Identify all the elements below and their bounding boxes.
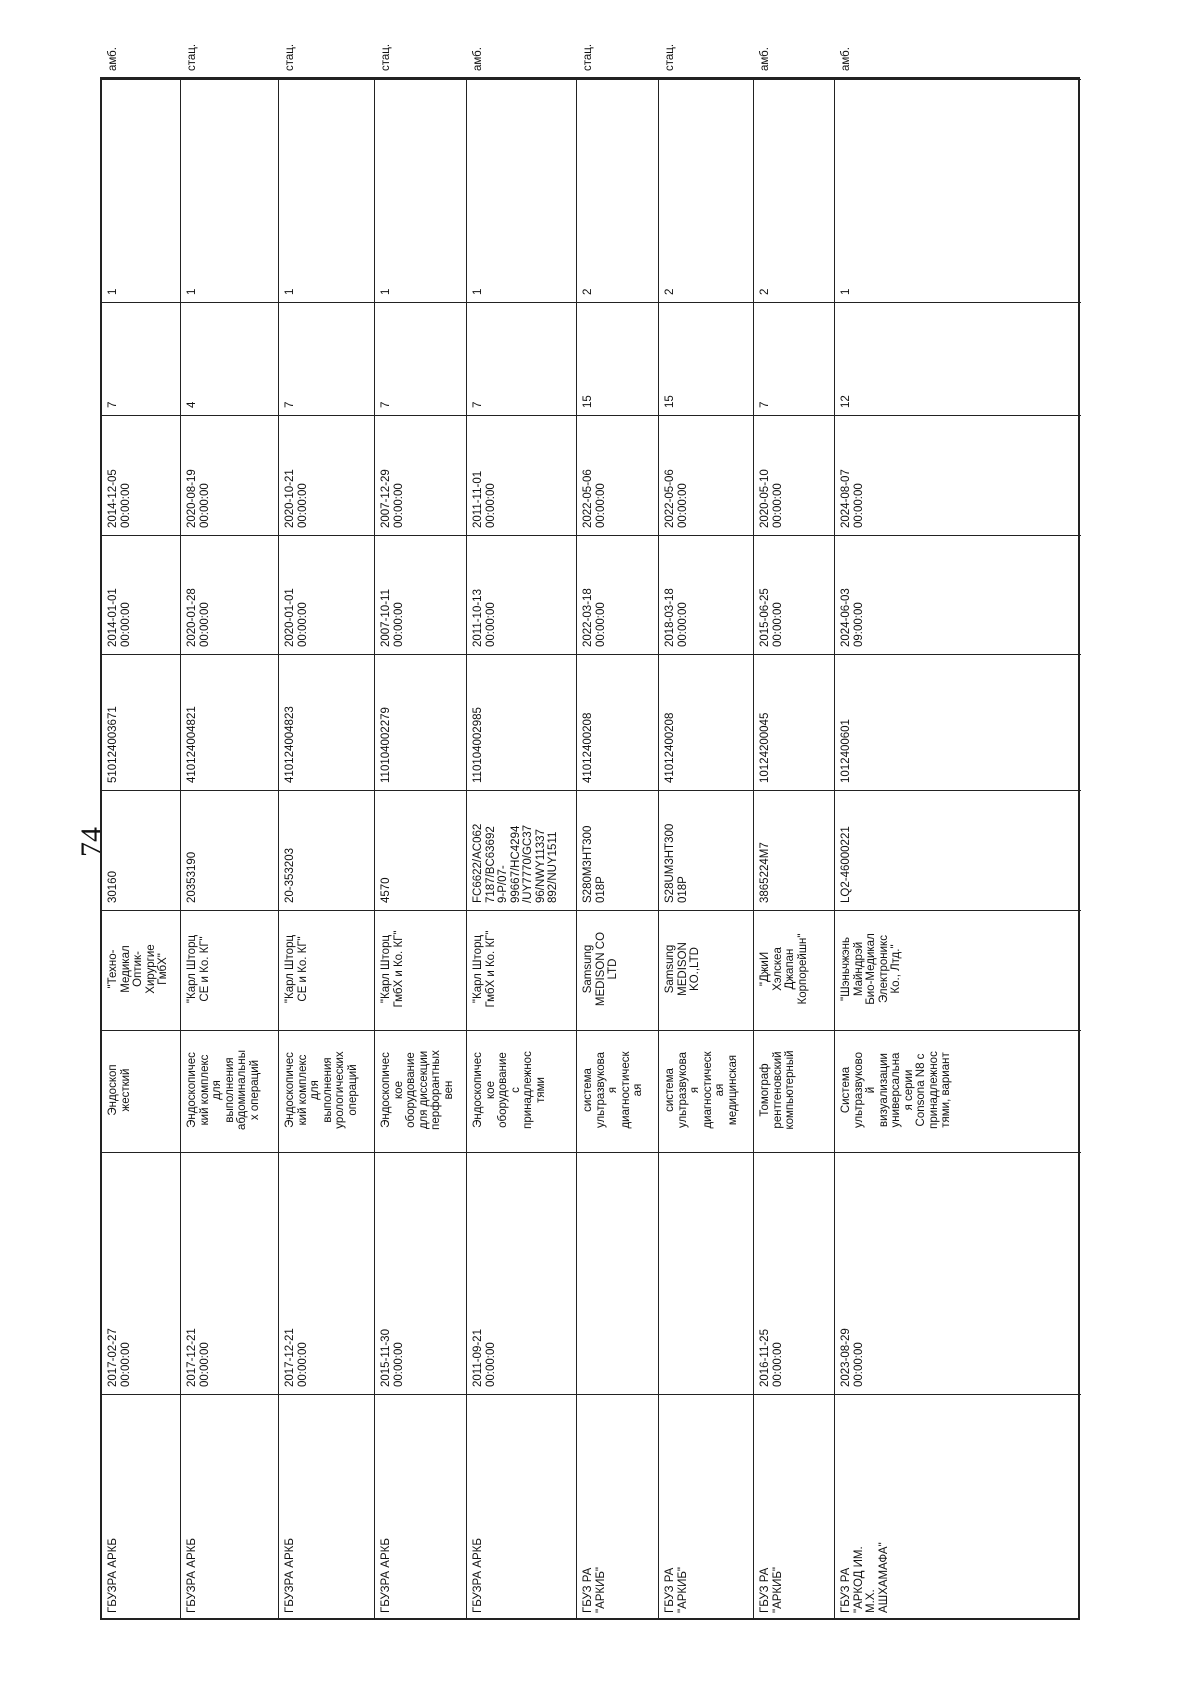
cell-text: 2024-08-07 00:00:00: [840, 469, 865, 528]
table-row: [180, 43, 279, 1618]
cell-text: 12: [840, 395, 852, 408]
cell-quantity: [835, 79, 1081, 303]
cell-text: 1: [284, 288, 296, 295]
cell-quantity: [659, 79, 754, 303]
cell-text: система ультразвукова я диагностическ ая: [582, 1051, 644, 1129]
cell-text: 7: [759, 401, 771, 408]
cell-equipment-name: [181, 1030, 279, 1153]
cell-downtime-end: [279, 415, 375, 536]
cell-text: "Шэньчжэнь Майндрэй Био-Медикал Электроникс Ко., Лтд.": [840, 933, 902, 1005]
cell-equipment-name: [754, 1030, 835, 1153]
cell-manufacturer: [754, 910, 835, 1031]
table-row: [374, 43, 467, 1618]
cell-downtime-end: [577, 415, 659, 536]
cell-equipment-name: [577, 1030, 659, 1153]
cell-organization: [835, 1394, 1081, 1621]
cell-text: "Карл Шторц СЕ и Ко. КГ": [284, 934, 309, 1004]
cell-inventory-number: [659, 654, 754, 791]
cell-purchase-date: [659, 1152, 754, 1395]
cell-downtime-days: [375, 302, 467, 416]
cell-purchase-date: [835, 1152, 1081, 1395]
cell-inventory-number: [577, 654, 659, 791]
cell-text: 2020-01-01 00:00:00: [284, 588, 309, 647]
cell-serial-number: [659, 790, 754, 911]
cell-text: система ультразвукова я диагностическ ая медицинская: [664, 1051, 739, 1129]
cell-text: Эндоскопичес кий комплекс для выполнения абдоминальны х операций: [186, 1050, 261, 1130]
cell-serial-number: [754, 790, 835, 911]
cell-text: ГБУЗРА АРКБ: [186, 1538, 198, 1613]
cell-text: Эндоскопичес кое оборудование для диссекции перфорантных вен: [380, 1050, 455, 1130]
cell-text: 2018-03-18 00:00:00: [664, 588, 689, 647]
cell-text: Эндоскопичес кое оборудование с принадлежнос тями: [472, 1051, 547, 1129]
cell-downtime-days: [659, 302, 754, 416]
cell-text: 2022-03-18 00:00:00: [582, 588, 607, 647]
cell-text: амб.: [759, 47, 771, 71]
cell-downtime-days: [181, 302, 279, 416]
cell-text: 20353190: [186, 851, 198, 903]
cell-purchase-date: [754, 1152, 835, 1395]
cell-text: 110104002279: [380, 707, 392, 783]
cell-inventory-number: [375, 654, 467, 791]
cell-text: Samsung MEDISON KO.,LTD: [664, 942, 701, 996]
cell-text: "Карл Шторц ГмбХ и Ко. КГ": [472, 930, 497, 1008]
cell-downtime-days: [279, 302, 375, 416]
cell-text: 2014-01-01 00:00:00: [107, 588, 132, 647]
cell-text: Эндоскоп жесткий: [107, 1064, 132, 1116]
cell-text: S280M3HT300 018P: [582, 825, 607, 903]
cell-text: ГБУЗРА АРКБ: [284, 1538, 296, 1613]
cell-organization: [754, 1394, 835, 1621]
cell-text: 7: [107, 401, 119, 408]
cell-text: 1: [380, 288, 392, 295]
cell-text: 2007-12-29 00:00:00: [380, 469, 405, 528]
cell-downtime-start: [181, 535, 279, 655]
cell-organization: [577, 1394, 659, 1621]
cell-equipment-name: [279, 1030, 375, 1153]
table-row: [278, 43, 375, 1618]
cell-text: 2022-05-06 00:00:00: [664, 469, 689, 528]
cell-purchase-date: [577, 1152, 659, 1395]
cell-serial-number: [279, 790, 375, 911]
cell-text: "ДжиИ Хэлскеа Джапан Корпорейшн": [759, 933, 809, 1005]
cell-text: 7: [284, 401, 296, 408]
cell-text: 110104002985: [472, 707, 484, 783]
cell-downtime-end: [467, 415, 577, 536]
cell-organization: [375, 1394, 467, 1621]
cell-quantity: [375, 79, 467, 303]
cell-text: стац.: [582, 43, 594, 71]
cell-text: 41012400208: [664, 712, 676, 783]
cell-text: 15: [664, 395, 676, 408]
equipment-table: [100, 43, 1080, 1620]
cell-text: 2014-12-05 00:00:00: [107, 469, 132, 528]
cell-downtime-start: [835, 535, 1081, 655]
cell-inventory-number: [835, 654, 1081, 791]
cell-text: амб.: [107, 47, 119, 71]
cell-inventory-number: [279, 654, 375, 791]
cell-text: 410124004823: [284, 706, 296, 783]
cell-text: ГБУЗ РА "АРКОД ИМ. М.Х. АШХАМАФА": [840, 1542, 890, 1613]
cell-serial-number: [467, 790, 577, 911]
cell-quantity: [467, 79, 577, 303]
cell-text: Томограф рентгеновский компьютерный: [759, 1050, 796, 1130]
cell-text: FC6622/AC062 7187/BC63692 9-P/07- 99667/HC4294 /UY7770/GC37 96/NWY11337 892/NUY1511: [472, 823, 559, 903]
cell-text: "Техно- Медикал Оптик- Хирургие ГмбХ": [107, 944, 169, 994]
cell-quantity: [279, 79, 375, 303]
cell-text: [659, 1153, 754, 1395]
cell-manufacturer: [102, 910, 180, 1031]
cell-text: 410124004821: [186, 706, 198, 783]
cell-manufacturer: [467, 910, 577, 1031]
cell-downtime-start: [467, 535, 577, 655]
cell-organization: [102, 1394, 180, 1621]
cell-text: 20-353203: [284, 848, 296, 903]
cell-downtime-start: [279, 535, 375, 655]
cell-quantity: [181, 79, 279, 303]
cell-text: стац.: [664, 43, 676, 71]
cell-text: 10124200045: [759, 712, 771, 783]
cell-text: 2007-10-11 00:00:00: [380, 589, 405, 647]
cell-organization: [467, 1394, 577, 1621]
cell-text: 4570: [380, 877, 392, 903]
cell-text: 41012400208: [582, 712, 594, 783]
cell-text: 1: [107, 288, 119, 295]
cell-manufacturer: [279, 910, 375, 1031]
cell-serial-number: [181, 790, 279, 911]
cell-quantity: [577, 79, 659, 303]
cell-manufacturer: [577, 910, 659, 1031]
cell-text: 2: [664, 288, 676, 295]
cell-text: 30160: [107, 871, 119, 903]
cell-text: 2020-05-10 00:00:00: [759, 469, 784, 528]
cell-serial-number: [375, 790, 467, 911]
cell-equipment-name: [835, 1030, 1081, 1153]
cell-text: стац.: [186, 43, 198, 71]
cell-text: 2024-06-03 09:00:00: [840, 588, 865, 647]
cell-text: 2011-09-21 00:00:00: [472, 1329, 497, 1387]
cell-text: [577, 1153, 659, 1395]
cell-text: 4: [186, 401, 198, 408]
table-row: [576, 43, 659, 1618]
cell-serial-number: [835, 790, 1081, 911]
cell-text: 2017-12-21 00:00:00: [186, 1328, 211, 1387]
cell-quantity: [102, 79, 180, 303]
cell-downtime-days: [577, 302, 659, 416]
cell-text: 2017-02-27 00:00:00: [107, 1328, 132, 1387]
cell-text: 1: [186, 288, 198, 295]
cell-inventory-number: [102, 654, 180, 791]
cell-text: 3865224M7: [759, 842, 771, 903]
cell-downtime-end: [375, 415, 467, 536]
cell-purchase-date: [467, 1152, 577, 1395]
cell-manufacturer: [659, 910, 754, 1031]
cell-text: 1012400601: [840, 719, 852, 783]
cell-serial-number: [102, 790, 180, 911]
cell-text: ГБУЗ РА "АРКИБ": [759, 1566, 784, 1613]
cell-text: 2017-12-21 00:00:00: [284, 1328, 309, 1387]
cell-text: 2023-08-29 00:00:00: [840, 1328, 865, 1387]
cell-downtime-days: [467, 302, 577, 416]
cell-inventory-number: [181, 654, 279, 791]
cell-text: ГБУЗРА АРКБ: [472, 1538, 484, 1613]
cell-organization: [659, 1394, 754, 1621]
cell-text: амб.: [472, 47, 484, 71]
cell-downtime-end: [754, 415, 835, 536]
cell-downtime-start: [375, 535, 467, 655]
cell-text: стац.: [380, 43, 392, 71]
cell-equipment-name: [659, 1030, 754, 1153]
table-row: [834, 47, 1081, 1618]
cell-downtime-end: [835, 415, 1081, 536]
cell-text: ГБУЗРА АРКБ: [380, 1538, 392, 1613]
cell-text: Samsung MEDISON CO LTD: [582, 931, 619, 1007]
cell-inventory-number: [467, 654, 577, 791]
cell-purchase-date: [279, 1152, 375, 1395]
cell-manufacturer: [835, 910, 1081, 1031]
cell-manufacturer: [375, 910, 467, 1031]
cell-text: 2016-11-25 00:00:00: [759, 1329, 784, 1387]
cell-equipment-name: [102, 1030, 180, 1153]
cell-downtime-start: [754, 535, 835, 655]
cell-manufacturer: [181, 910, 279, 1031]
cell-downtime-start: [102, 535, 180, 655]
cell-text: 2: [759, 288, 771, 295]
cell-equipment-name: [467, 1030, 577, 1153]
cell-text: "Карл Шторц ГмбХ и Ко. КГ": [380, 930, 405, 1008]
cell-organization: [181, 1394, 279, 1621]
cell-downtime-start: [577, 535, 659, 655]
cell-purchase-date: [102, 1152, 180, 1395]
cell-text: Система ультразвуково й визуализации универсальна я серии Consona N8 с принадлежнос тями, вариант: [840, 1051, 952, 1129]
table-row: [658, 43, 754, 1618]
cell-text: 7: [472, 401, 484, 408]
table-row: [753, 47, 835, 1618]
cell-text: ГБУЗРА АРКБ: [107, 1538, 119, 1613]
cell-serial-number: [577, 790, 659, 911]
cell-text: 2015-11-30 00:00:00: [380, 1329, 405, 1387]
cell-text: "Карл Шторц СЕ и Ко. КГ": [186, 934, 211, 1004]
cell-text: ГБУЗ РА "АРКИБ": [582, 1566, 607, 1613]
cell-downtime-end: [659, 415, 754, 536]
table-row: [466, 47, 577, 1618]
cell-text: 2: [582, 288, 594, 295]
cell-text: стац.: [284, 43, 296, 71]
cell-text: S28UM3HT300 018P: [664, 823, 689, 903]
cell-downtime-days: [835, 302, 1081, 416]
cell-equipment-name: [375, 1030, 467, 1153]
cell-purchase-date: [375, 1152, 467, 1395]
cell-text: ГБУЗ РА "АРКИБ": [664, 1566, 689, 1613]
cell-text: LQ2-46000221: [840, 826, 852, 903]
cell-quantity: [754, 79, 835, 303]
cell-downtime-end: [102, 415, 180, 536]
cell-text: 1: [472, 288, 484, 295]
cell-organization: [279, 1394, 375, 1621]
cell-text: 2011-10-13 00:00:00: [472, 589, 497, 647]
cell-text: амб.: [840, 47, 852, 71]
cell-text: 2022-05-06 00:00:00: [582, 469, 607, 528]
cell-text: 7: [380, 401, 392, 408]
cell-text: 510124003671: [107, 706, 119, 783]
cell-text: 1: [840, 288, 852, 295]
cell-text: 2020-01-28 00:00:00: [186, 588, 211, 647]
cell-text: 2015-06-25 00:00:00: [759, 588, 784, 647]
cell-downtime-days: [754, 302, 835, 416]
table-row: [102, 47, 180, 1618]
cell-text: 2011-11-01 00:00:00: [472, 470, 497, 528]
cell-downtime-end: [181, 415, 279, 536]
cell-downtime-days: [102, 302, 180, 416]
cell-text: 15: [582, 395, 594, 408]
cell-text: 2020-08-19 00:00:00: [186, 469, 211, 528]
cell-purchase-date: [181, 1152, 279, 1395]
cell-text: Эндоскопичес кий комплекс для выполнения урологических операций: [284, 1051, 359, 1129]
cell-inventory-number: [754, 654, 835, 791]
cell-text: 2020-10-21 00:00:00: [284, 469, 309, 528]
page-number: 74: [75, 827, 108, 857]
cell-downtime-start: [659, 535, 754, 655]
